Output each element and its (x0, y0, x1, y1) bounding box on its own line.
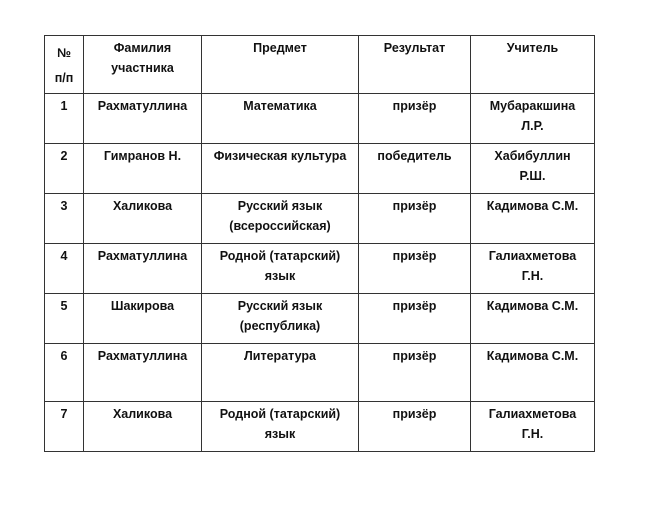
table-row (45, 94, 595, 144)
header-surname-line2: участника (111, 61, 174, 75)
cell-result-text: призёр (392, 99, 437, 113)
cell-surname-text: Халикова (112, 407, 173, 421)
cell-subject-text: Литература (244, 349, 316, 363)
cell-num-text: 1 (60, 99, 68, 113)
cell-teacher-text: Кадимова С.М. (486, 299, 579, 313)
cell-result (359, 344, 471, 402)
cell-surname (84, 344, 202, 402)
cell-teacher (471, 194, 595, 244)
cell-subject (202, 244, 359, 294)
cell-teacher-text: Мубаракшина (489, 99, 576, 113)
cell-subject-text: Физическая культура (213, 149, 347, 163)
cell-subject-text: Русский язык (237, 199, 323, 213)
cell-result (359, 244, 471, 294)
header-num-line1: № (57, 46, 71, 60)
cell-result-text: призёр (392, 299, 437, 313)
cell-surname-text: Шакирова (110, 299, 175, 313)
cell-subject-text: (республика) (239, 319, 321, 333)
cell-num (45, 402, 84, 452)
cell-result (359, 294, 471, 344)
cell-teacher-text: Л.Р. (521, 119, 544, 133)
table-row (45, 194, 595, 244)
cell-num-text: 7 (60, 407, 68, 421)
cell-teacher (471, 144, 595, 194)
cell-surname-text: Халикова (112, 199, 173, 213)
cell-num (45, 194, 84, 244)
cell-subject (202, 402, 359, 452)
cell-num-text: 6 (60, 349, 68, 363)
table-row (45, 294, 595, 344)
cell-result-text: призёр (392, 199, 437, 213)
cell-teacher-text: Галиахметова (488, 249, 577, 263)
cell-result (359, 402, 471, 452)
cell-teacher (471, 344, 595, 402)
header-surname-line1: Фамилия (113, 41, 172, 55)
cell-num (45, 344, 84, 402)
cell-subject-text: Русский язык (237, 299, 323, 313)
cell-num-text: 5 (60, 299, 68, 313)
cell-teacher-text: Хабибуллин (494, 149, 571, 163)
cell-num-text: 4 (60, 249, 68, 263)
cell-subject (202, 144, 359, 194)
cell-surname-text: Рахматуллина (97, 249, 188, 263)
cell-subject (202, 94, 359, 144)
header-subject: Предмет (202, 36, 359, 94)
cell-surname (84, 402, 202, 452)
cell-subject (202, 194, 359, 244)
header-teacher: Учитель (471, 36, 595, 94)
cell-num-text: 2 (60, 149, 68, 163)
cell-result-text: призёр (392, 249, 437, 263)
cell-subject-text: Математика (243, 99, 317, 113)
cell-teacher-text: Г.Н. (521, 427, 544, 441)
cell-surname (84, 244, 202, 294)
cell-subject (202, 294, 359, 344)
cell-result (359, 194, 471, 244)
cell-surname-text: Рахматуллина (97, 99, 188, 113)
cell-teacher-text: Р.Ш. (519, 169, 546, 183)
cell-subject-text: язык (264, 427, 296, 441)
cell-num (45, 244, 84, 294)
cell-surname-text: Гимранов Н. (103, 149, 182, 163)
cell-subject-text: (всероссийская) (229, 219, 331, 233)
cell-teacher (471, 294, 595, 344)
cell-result-text: победитель (377, 149, 452, 163)
cell-subject (202, 344, 359, 402)
cell-num (45, 94, 84, 144)
header-num (45, 36, 84, 94)
header-surname (84, 36, 202, 94)
cell-subject-text: Родной (татарский) (219, 249, 341, 263)
cell-result-text: призёр (392, 349, 437, 363)
cell-teacher (471, 402, 595, 452)
header-result: Результат (359, 36, 471, 94)
header-num-line2: п/п (54, 71, 74, 85)
cell-teacher (471, 244, 595, 294)
cell-teacher-text: Кадимова С.М. (486, 199, 579, 213)
cell-teacher-text: Галиахметова (488, 407, 577, 421)
cell-num (45, 144, 84, 194)
cell-teacher-text: Г.Н. (521, 269, 544, 283)
cell-teacher-text: Кадимова С.М. (486, 349, 579, 363)
cell-surname-text: Рахматуллина (97, 349, 188, 363)
cell-result-text: призёр (392, 407, 437, 421)
cell-num (45, 294, 84, 344)
results-table (44, 35, 595, 452)
header-row (45, 36, 595, 94)
table-row (45, 344, 595, 402)
cell-surname (84, 294, 202, 344)
table-row (45, 144, 595, 194)
cell-result (359, 94, 471, 144)
cell-num-text: 3 (60, 199, 68, 213)
table-row (45, 402, 595, 452)
cell-surname (84, 194, 202, 244)
cell-teacher (471, 94, 595, 144)
cell-result (359, 144, 471, 194)
cell-subject-text: язык (264, 269, 296, 283)
cell-surname (84, 94, 202, 144)
table-row (45, 244, 595, 294)
cell-surname (84, 144, 202, 194)
cell-subject-text: Родной (татарский) (219, 407, 341, 421)
